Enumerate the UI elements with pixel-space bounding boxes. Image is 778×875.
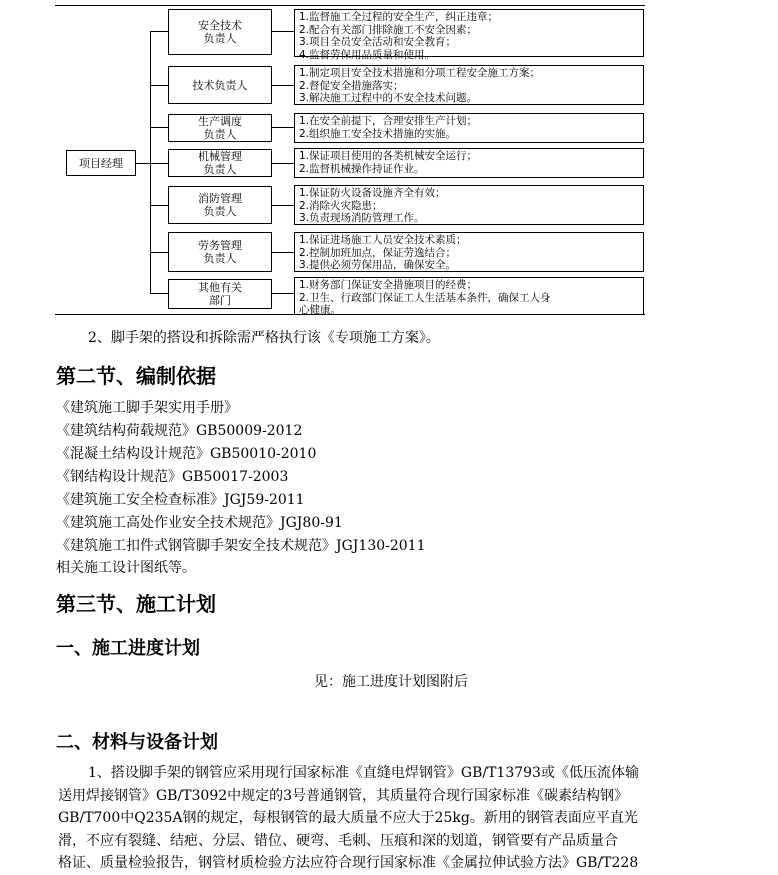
duty-item: 1.在安全前提下，合理安排生产计划； [299,115,478,127]
connector-duty [272,127,294,128]
duty-item: 4.监督劳保用品质量和使用。 [299,48,436,61]
materials-line: 1、搭设脚手架的钢管应采用现行国家标准《直缝电焊钢管》GB/T13793或《低压流体输 [88,765,639,781]
duty-item: 3.项目全员安全活动和安全教育； [299,36,457,48]
role-box-fire [168,186,272,224]
reference-item: 《建筑施工脚手架实用手册》 [56,400,238,416]
role-box-machinery [168,149,272,177]
connector-row [150,85,168,86]
role-box-safety [168,9,272,55]
subsection-title-materials: 二、材料与设备计划 [56,732,218,753]
duty-item: 心健康。 [299,304,341,316]
connector-duty [272,163,294,164]
duty-item: 1.财务部门保证安全措施项目的经费； [299,279,478,291]
connector-duty [272,85,294,86]
duty-item: 1.保证项目使用的各类机械安全运行； [299,150,478,162]
duty-item: 2.消除火灾隐患； [299,199,383,212]
role-label: 机械管理 [198,150,242,163]
reference-item: 《建筑结构荷载规范》GB50009-2012 [56,423,303,439]
materials-paragraph [58,762,768,875]
duty-box-labor [294,232,644,272]
role-label: 劳务管理 [198,239,242,252]
materials-line: GB/T700中Q235A钢的规定，每根钢管的最大质量不应大于25kg。新用的钢管表面应平直光 [58,810,638,826]
role-label: 技术负责人 [192,78,248,92]
role-label: 负责人 [203,128,237,141]
materials-line: 格证、质量检验报告，钢管材质检验方法应符合现行国家标准《金属拉伸试验方法》GB/T228 [58,855,639,871]
duty-item: 3.负责现场消防管理工作。 [299,212,425,224]
connector-duty [272,205,294,206]
role-box-labor [168,232,272,272]
duty-item: 1.监督施工全过程的安全生产，纠正违章； [299,11,499,23]
duty-item: 1.保证进场施工人员安全技术素质； [299,234,467,246]
reference-item: 《建筑施工安全检查标准》JGJ59-2011 [56,492,305,508]
role-label: 其他有关 [198,281,242,294]
duty-box-fire [294,185,644,225]
duty-box-production [294,113,644,143]
role-label: 负责人 [203,32,237,45]
role-label: 生产调度 [198,115,242,128]
connector-row [150,31,168,32]
section-title-basis: 第二节、编制依据 [56,364,216,388]
duty-item: 2.配合有关部门排除施工不安全因素； [299,23,478,36]
org-root-box [66,150,136,176]
duty-item: 2.控制加班加点，保证劳逸结合； [299,246,457,259]
subsection-title-schedule: 一、施工进度计划 [56,638,200,659]
duty-item: 1.制定项目安全技术措施和分项工程安全施工方案； [299,67,541,79]
org-root-label: 项目经理 [79,156,123,170]
reference-item: 《钢结构设计规范》GB50017-2003 [56,469,289,485]
connector-row [150,163,168,164]
connector-row [150,293,168,294]
role-label: 安全技术 [198,19,242,32]
duty-item: 3.解决施工过程中的不安全技术问题。 [299,92,478,104]
reference-item: 《建筑施工扣件式钢管脚手架安全技术规范》JGJ130-2011 [56,538,426,554]
paragraph-scaffold: 2、脚手架的搭设和拆除需严格执行该《专项施工方案》。 [88,330,440,346]
duty-box-tech [294,65,644,105]
duty-box-machinery [294,148,644,178]
connector-duty [272,31,294,32]
reference-item: 《混凝土结构设计规范》GB50010-2010 [56,446,317,462]
duty-box-other [294,277,644,315]
connector-row [150,127,168,128]
connector-row [150,252,168,253]
duty-item: 3.提供必须劳保用品，确保安全。 [299,259,457,271]
section-title-plan: 第三节、施工计划 [56,592,216,616]
role-box-tech [168,66,272,104]
duty-item: 2.组织施工安全技术措施的实施。 [299,127,457,140]
duty-item: 2.卫生、行政部门保证工人生活基本条件，确保工人身 [299,291,551,304]
role-label: 负责人 [203,252,237,265]
materials-line: 送用焊接钢管》GB/T3092中规定的3号普通钢管，其质量符合现行国家标准《碳素结构钢》 [58,787,629,804]
materials-line: 滑，不应有裂缝、结疤、分层、错位、硬弯、毛刺、压痕和深的划道，钢管要有产品质量合 [58,832,618,849]
chart-top-border [55,5,645,6]
role-box-other [168,279,272,309]
reference-item: 相关施工设计图纸等。 [56,560,196,576]
schedule-note: 见：施工进度计划图附后 [314,674,468,690]
connector-duty [272,293,294,294]
duty-item: 2.督促安全措施落实； [299,79,404,92]
connector-row [150,205,168,206]
reference-item: 《建筑施工高处作业安全技术规范》JGJ80-91 [56,515,343,531]
role-box-production [168,114,272,142]
duty-item: 1.保证防火设备设施齐全有效； [299,187,446,199]
connector-root [136,163,150,164]
connector-trunk [150,31,151,293]
role-label: 负责人 [203,163,237,176]
duty-item: 2.监督机械操作持证作业。 [299,162,425,175]
role-label: 负责人 [203,205,237,218]
role-label: 消防管理 [198,192,242,205]
duty-box-safety [294,9,644,61]
role-label: 部门 [209,294,231,307]
connector-duty [272,252,294,253]
